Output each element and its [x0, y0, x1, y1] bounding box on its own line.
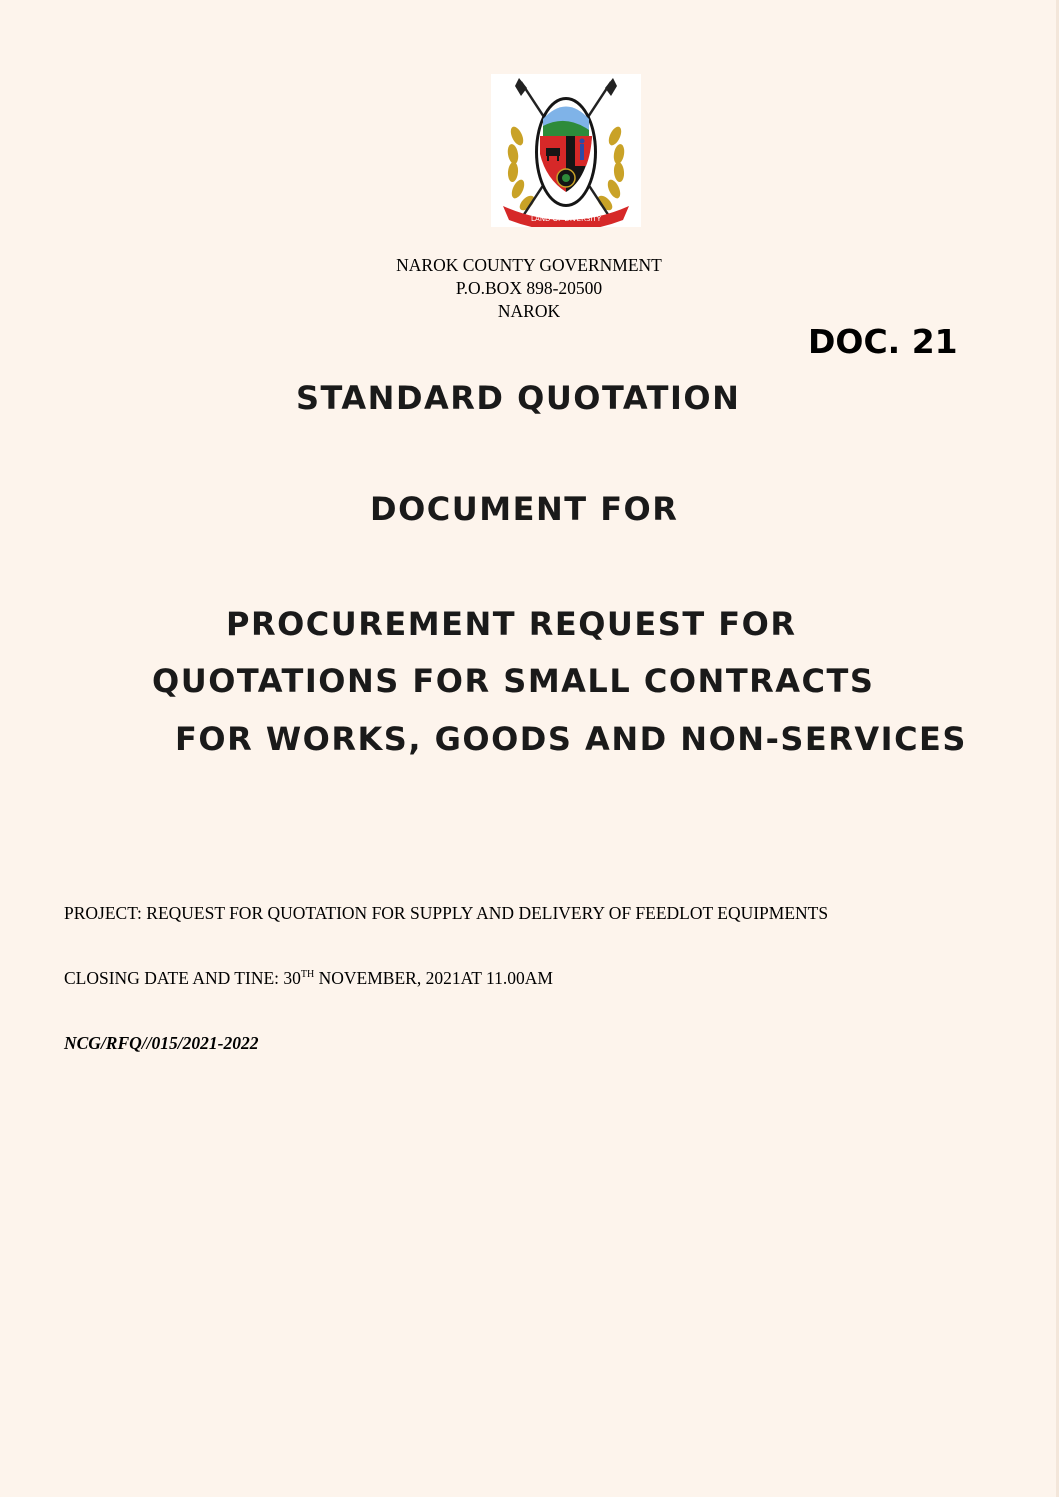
emblem-ribbon-text: LAND OF DIVERSITY — [530, 215, 602, 223]
address-county-name: NAROK COUNTY GOVERNMENT — [396, 255, 662, 275]
title-line-1: STANDARD QUOTATION — [296, 379, 741, 417]
closing-date — [64, 967, 553, 989]
title-line-3: PROCUREMENT REQUEST FOR — [226, 605, 797, 643]
closing-date-ordinal: TH — [300, 969, 315, 980]
title-line-4: QUOTATIONS FOR SMALL CONTRACTS — [152, 662, 875, 700]
closing-date-prefix: CLOSING DATE AND TINE: 30 — [64, 968, 301, 988]
address-po-box: P.O.BOX 898-20500 — [455, 278, 603, 298]
title-line-5: FOR WORKS, GOODS AND NON-SERVICES — [175, 720, 967, 758]
title-line-2: DOCUMENT FOR — [370, 490, 679, 528]
county-address — [329, 254, 729, 323]
county-coat-of-arms-icon — [491, 74, 641, 227]
reference-number: NCG/RFQ//015/2021-2022 — [64, 1033, 259, 1053]
closing-date-suffix: NOVEMBER, 2021AT 11.00AM — [314, 968, 553, 988]
doc-number: DOC. 21 — [808, 322, 958, 361]
address-town: NAROK — [497, 301, 561, 321]
project-description: PROJECT: REQUEST FOR QUOTATION FOR SUPPLY AND DELIVERY OF FEEDLOT EQUIPMENTS — [64, 903, 829, 923]
